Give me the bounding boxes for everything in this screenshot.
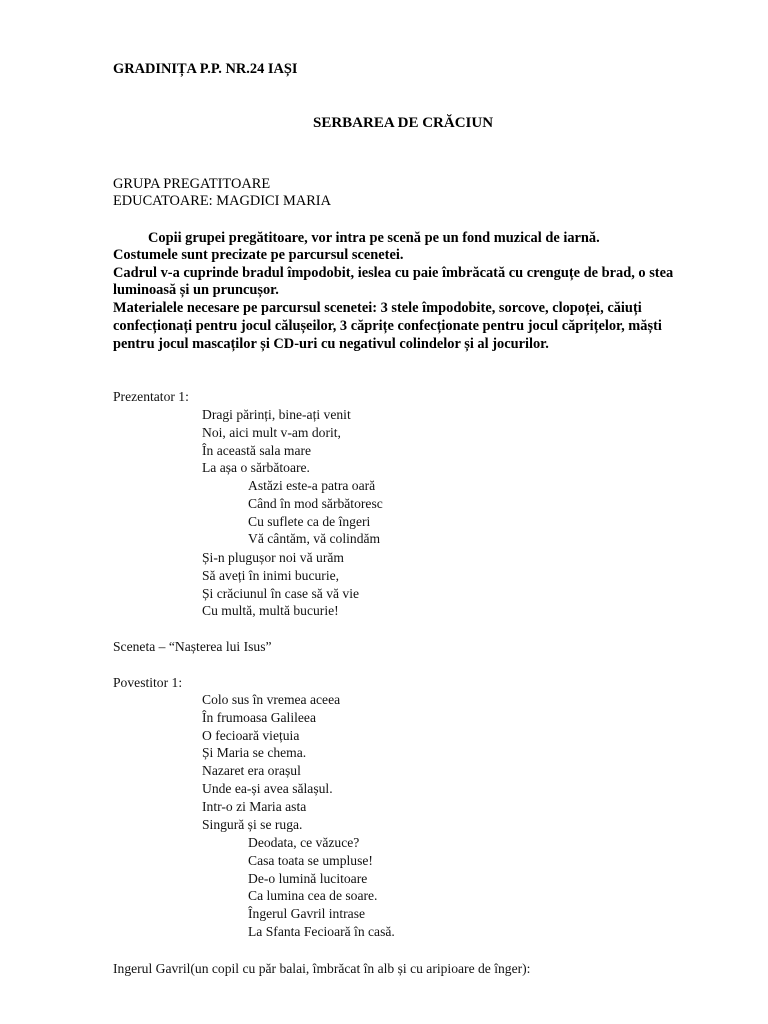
verse-line: De-o lumină lucitoare (248, 870, 368, 886)
teacher-name: EDUCATOARE: MAGDICI MARIA (113, 193, 331, 209)
presenter-label: Prezentator 1: (113, 389, 189, 404)
verse-line: Și Maria se chema. (202, 745, 307, 761)
presenter-verses-c (202, 549, 359, 620)
verse-line: Singură și se ruga. (202, 816, 303, 832)
angel-label: Ingerul Gavril(un copil cu păr balai, îmbrăcat în alb și cu aripioare de înger): (113, 961, 531, 976)
verse-line: Când în mod sărbătoresc (248, 495, 383, 511)
verse-line: În frumoasa Galileea (202, 709, 316, 725)
verse-line: Îngerul Gavril intrase (248, 906, 366, 922)
verse-line: Vă cântăm, vă colindăm (248, 531, 381, 547)
scene-title: Sceneta – “Nașterea lui Isus” (113, 639, 272, 654)
group-name: GRUPA PREGATITOARE (113, 176, 271, 192)
school-name: GRADINIȚA P.P. NR.24 IAȘI (113, 61, 298, 77)
verse-line: Deodata, ce văzuce? (248, 835, 360, 850)
verse-line: La Sfanta Fecioară în casă. (248, 923, 395, 939)
intro-line-5: Materialele necesare pe parcursul scenetei: 3 stele împodobite, sorcove, clopoței, căiuți (113, 300, 642, 316)
verse-line: Să aveți în inimi bucurie, (202, 567, 340, 583)
intro-line-3: Cadrul v-a cuprinde bradul împodobit, ieslea cu paie îmbrăcată cu crenguțe de brad, o stea (113, 265, 674, 281)
verse-line: Cu multă, multă bucurie! (202, 603, 339, 619)
verse-line: Ca lumina cea de soare. (248, 888, 378, 904)
verse-line: Nazaret era orașul (202, 763, 301, 779)
verse-line: Astăzi este-a patra oară (248, 478, 376, 493)
intro-line-2: Costumele sunt precizate pe parcursul scenetei. (113, 247, 404, 263)
verse-line: O fecioară viețuia (202, 727, 300, 743)
intro-line-7: pentru jocul mascaților și CD-uri cu negativul colindelor și al jocurilor. (113, 336, 549, 352)
verse-line: Casa toata se umpluse! (248, 852, 373, 868)
narrator-verses-a (202, 691, 340, 833)
presenter-verses-b (248, 477, 383, 548)
intro-line-6: confecționați pentru jocul călușeilor, 3 căprițe confecționate pentru jocul căprițelor, măști (113, 318, 662, 334)
presenter-verses-a (202, 406, 351, 477)
verse-line: Intr-o zi Maria asta (202, 798, 307, 814)
document-title: SERBAREA DE CRĂCIUN (313, 115, 494, 131)
verse-line: Unde ea-și avea sălașul. (202, 780, 333, 796)
narrator-verses-b (248, 834, 395, 941)
intro-line-4: luminoasă și un pruncușor. (113, 282, 279, 298)
intro-line-1: Copii grupei pregătitoare, vor intra pe scenă pe un fond muzical de iarnă. (148, 230, 600, 246)
verse-line: Cu suflete ca de îngeri (248, 513, 371, 529)
verse-line: Noi, aici mult v-am dorit, (202, 424, 341, 440)
verse-line: Colo sus în vremea aceea (202, 692, 341, 707)
verse-line: Și-n plugușor noi vă urăm (202, 550, 344, 565)
verse-line: În această sala mare (202, 442, 312, 458)
verse-line: La așa o sărbătoare. (202, 460, 310, 476)
verse-line: Și crăciunul în case să vă vie (202, 585, 360, 601)
narrator-label: Povestitor 1: (113, 675, 183, 690)
verse-line: Dragi părinți, bine-ați venit (202, 407, 351, 422)
